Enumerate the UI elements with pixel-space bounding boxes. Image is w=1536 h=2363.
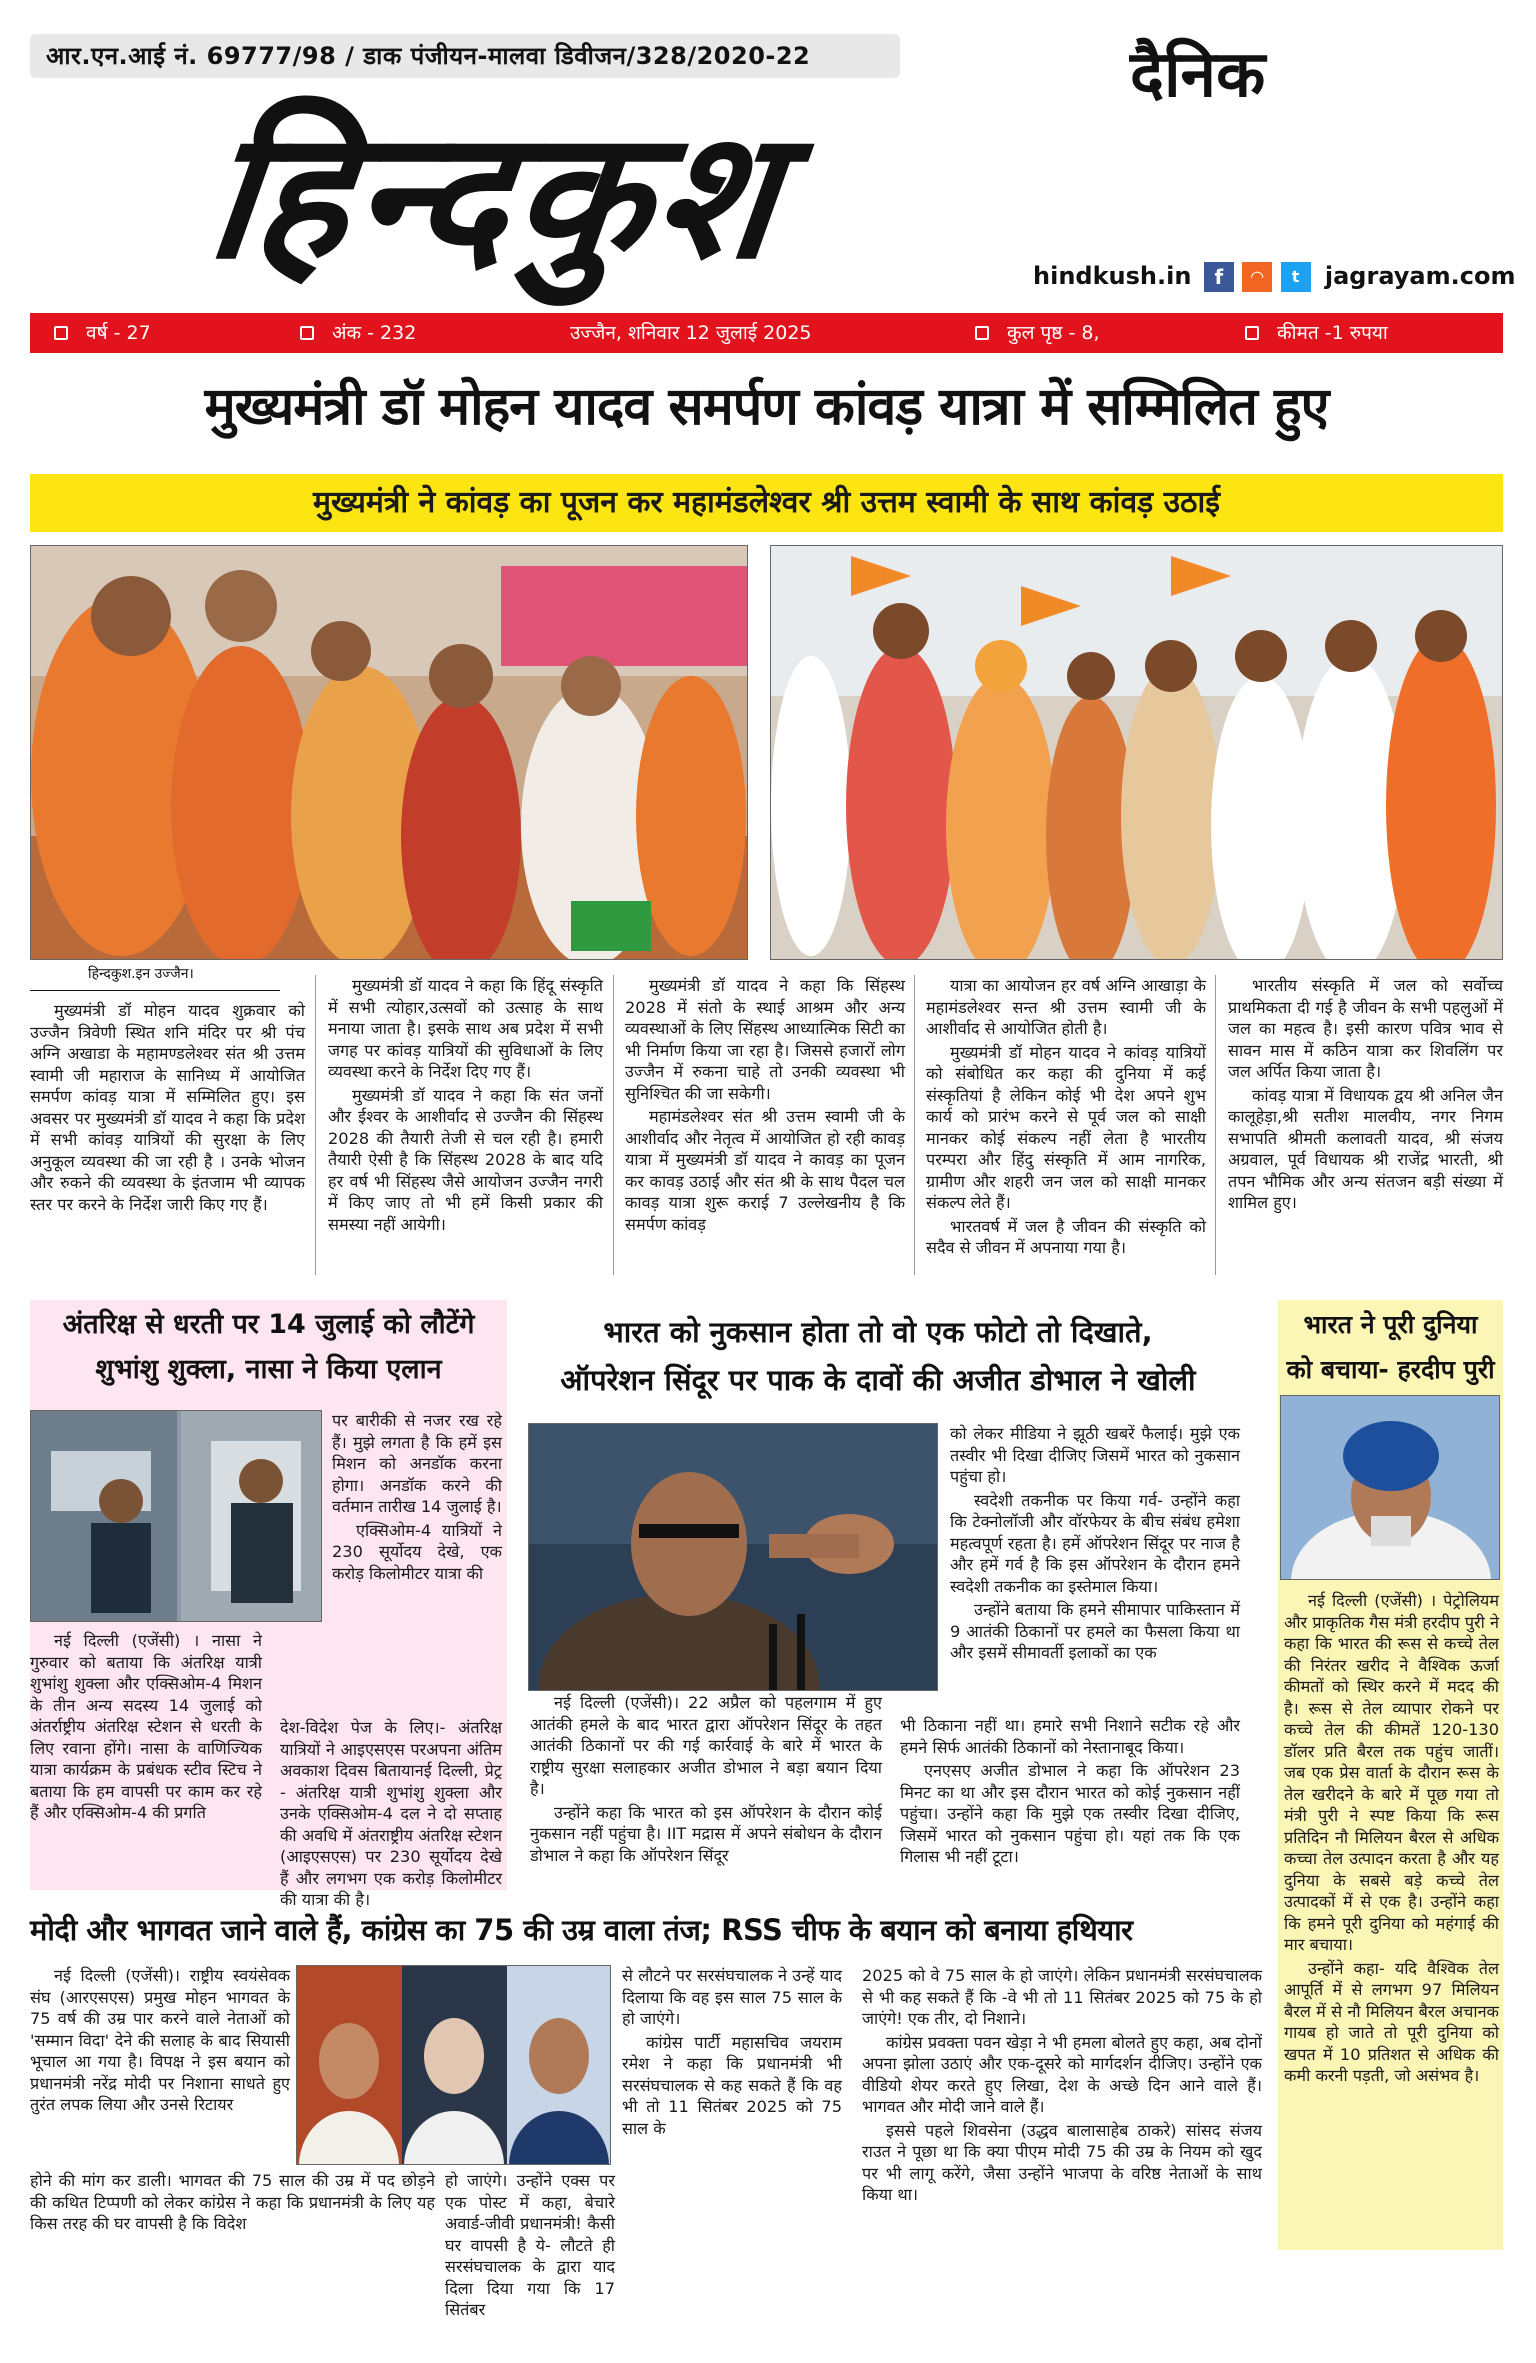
web-row [1033, 258, 1515, 294]
modi-col2-para: हो जाएंगे। उन्होंने एक्स पर एक पोस्ट में कहा, बेचारे अवार्ड-जीवी प्रधानमंत्री! कैसी घर वापसी है ये- लौटते ही सरसंघचालक के द्वारा याद दिला दिया गया कि 17 सितंबर [445, 2171, 615, 2319]
year-label: वर्ष - 27 [86, 322, 151, 344]
puri-photo-image [1281, 1396, 1500, 1580]
shubhanshu-lb-para: नई दिल्ली (एजेंसी) । नासा ने गुरुवार को बताया कि अंतरिक्ष यात्री शुभांशु शुक्ला और एक्सिओम-4 मिशन के तीन अन्य सदस्य 14 जुलाई को अंतर्राष्ट्रीय अंतरिक्ष स्टेशन से धरती के लिए रवाना होंगे। नासा के वाणिज्यिक यात्रा कार्यक्रम के प्रबंधक स्टीव स्टिच ने बताया कि हम वापसी पर काम कर रहे हैं और एक्सिओम-4 की प्रगति [30, 1631, 262, 1822]
checkbox-icon [54, 326, 68, 340]
registration-number: आर.एन.आई नं. 69777/98 / डाक पंजीयन-मालवा डिवीजन/328/2020-22 [46, 42, 811, 70]
shubhanshu-rt-para2: एक्सिओम-4 यात्रियों ने 230 सूर्योदय देखे, एक करोड़ किलोमीटर यात्रा की [332, 1520, 502, 1583]
puri-body [1284, 1590, 1499, 2089]
modi-photo-image [297, 1966, 611, 2165]
modi-headline: मोदी और भागवत जाने वाले हैं, कांग्रेस का 75 की उम्र वाला तंज; RSS चीफ के बयान को बनाया हथियार [30, 1913, 1133, 1947]
lead-col3-para1: मुख्यमंत्री डॉ यादव ने कहा कि सिंहस्थ 2028 में संतो के स्थाई आश्रम और अन्य व्यवस्थाओं के लिए सिंहस्थ आध्यात्मिक सिटी का भी निर्माण किया जा रहा है। जिससे हजारों लोग उज्जैन में रुकना चाहे तो उनकी व्यवस्था भी सुनिश्चित की जा सकेगी। [625, 976, 905, 1103]
registration-strip [30, 34, 900, 78]
puri-headline-2: को बचाया- हरदीप पुरी [1286, 1355, 1495, 1384]
doval-photo [528, 1423, 938, 1691]
doval-rt-para2: स्वदेशी तकनीक पर किया गर्व- उन्होंने कहा कि टेक्नोलॉजी और वॉरफेयर के बीच संबंध हमेशा महत्वपूर्ण रहता है। हमें ऑपरेशन सिंदूर पर नाज है और हमें गर्व है कि इस ऑपरेशन के दौरान हमने स्वदेशी तकनीक का इस्तेमाल किया। [950, 1490, 1240, 1596]
doval-right-bottom [900, 1715, 1240, 1870]
modi-photo [296, 1965, 611, 2165]
checkbox-icon [1245, 326, 1259, 340]
col-rule [1215, 975, 1216, 1275]
doval-right-top [950, 1423, 1240, 1666]
credit-underline [30, 990, 280, 991]
price-info [1245, 313, 1388, 353]
lead-col3-para2: महामंडलेश्वर संत श्री उत्तम स्वामी जी के आशीर्वाद और नेतृत्व में आयोजित हो रही कावड़ यात्रा में मुख्यमंत्री डॉ यादव ने कावड़ का पूजन कर कावड़ उठाई और संत श्री के साथ पैदल चल कावड़ यात्रा शुरू कराई 7 उल्लेखनीय है कि समर्पण कांवड़ [625, 1107, 905, 1234]
col-rule [914, 975, 915, 1275]
lead-photo-right [770, 545, 1503, 960]
modi-col4-para2: कांग्रेस प्रवक्ता पवन खेड़ा ने भी हमला बोलते हुए कहा, अब दोनों अपना झोला उठाएं और एक-दूसरे को मार्गदर्शन दीजिए। उन्होंने एक वीडियो शेयर करते हुए लिखा, देश के अच्छे दिन आने वाले हैं। भागवत और मोदी जाने वाले हैं। [862, 2032, 1262, 2116]
col-rule [613, 975, 614, 1275]
website-jagrayam[interactable]: jagrayam.com [1324, 262, 1516, 290]
lead-col5-para2: कांवड़ यात्रा में विधायक द्वय श्री अनिल जैन कालूहेड़ा,श्री सतीश मालवीय, नगर निगम सभापति श्रीमती कलावती यादव, श्री संजय अग्रवाल, पूर्व विधायक श्री राजेंद्र भारती, श्री तपन भौमिक और अन्य संतजन बड़ी संख्या में शामिल हुए। [1228, 1085, 1503, 1212]
shubhanshu-right-bottom [280, 1717, 502, 1913]
lead-photo-left-image [31, 546, 748, 960]
puri-photo [1280, 1395, 1500, 1580]
doval-headline-2: ऑपरेशन सिंदूर पर पाक के दावों की अजीत डोभाल ने खोली [560, 1363, 1196, 1397]
twitter-icon[interactable]: t [1281, 262, 1311, 292]
checkbox-icon [300, 326, 314, 340]
modi-col-1-bottom [30, 2170, 435, 2237]
lead-col2-para2: मुख्यमंत्री डॉ यादव ने कहा कि संत जनों और ईश्वर के आशीर्वाद से उज्जैन की सिंहस्थ 2028 की तैयारी तेजी से चल रही है। हमारी तैयारी ऐसी है कि सिंहस्थ 2028 के बाद यदि हर वर्ष भी सिंहस्थ जैसे आयोजन उज्जैन नगरी में किए जाए तो भी हमें किसी प्रकार की समस्या नहीं आयेगी। [328, 1085, 603, 1234]
issue-info [300, 313, 416, 353]
shubhanshu-rt-para1: पर बारीकी से नजर रख रहे हैं। मुझे लगता है कि हमें इस मिशन को अनडॉक करना होगा। अनडॉक करने की वर्तमान तारीख 14 जुलाई है। [332, 1411, 502, 1516]
doval-left-bottom [530, 1692, 882, 1868]
dainik-label: दैनिक [1130, 38, 1266, 112]
lead-col2-para1: मुख्यमंत्री डॉ यादव ने कहा कि हिंदू संस्कृति में सभी त्योहार,उत्सवों को उत्साह के साथ मनाया जाता है। इसके साथ अब प्रदेश में सभी जगह पर कांवड़ यात्रियों की सुविधाओं के लिए व्यवस्था करने के निर्देश दिए गए हैं। [328, 976, 603, 1081]
checkbox-icon [975, 326, 989, 340]
puri-headline-1: भारत ने पूरी दुनिया [1303, 1310, 1478, 1339]
modi-col4-para3: इससे पहले शिवसेना (उद्धव बालासाहेब ठाकरे) सांसद संजय राउत ने पूछा था कि क्या पीएम मोदी 75 की उम्र के नियम को खुद पर भी लागू करेंगे, जैसा उन्होंने भाजपा के वरिष्ठ नेताओं के साथ किया था। [862, 2120, 1262, 2204]
lead-col5-para1: भारतीय संस्कृति में जल को सर्वोच्च प्राथमिकता दी गई है जीवन के सभी पहलुओं में जल का महत्व है। इसी कारण पवित्र भाव से सावन मास में कठिन यात्रा कर शिवलिंग पर जल अर्पित किया जाता है। [1228, 976, 1503, 1081]
modi-col3-para1: से लौटने पर सरसंघचालक ने उन्हें याद दिलाया कि वह इस साल 75 साल के हो जाएंगे। [622, 1966, 842, 2028]
shubhanshu-right-top [332, 1410, 502, 1586]
puri-para2: उन्होंने कहा- यदि वैश्विक तेल आपूर्ति में से लगभग 97 मिलियन बैरल में से नौ मिलियन बैरल अचानक गायब हो जाते तो पूरी दुनिया को खपत में 10 प्रतिशत से अधिक की कमी करनी पड़ती, जो असंभव है। [1284, 1958, 1499, 2085]
modi-col4-para1: 2025 को वे 75 साल के हो जाएंगे। लेकिन प्रधानमंत्री सरसंघचालक से भी कह सकते हैं कि -वे भी तो 11 सितंबर 2025 को 75 के हो जाएंगे! एक तीर, दो निशाने। [862, 1966, 1262, 2028]
lead-col4-para2: मुख्यमंत्री डॉ मोहन यादव ने कांवड़ यात्रियों को संबोधित कर कहा की दुनिया में कई संस्कृतियां है लेकिन कोई भी देश अपने शुभ कार्य को प्रारंभ करने से पूर्व जल को साक्षी मानकर कोई संकल्प नहीं लेता है भारतीय परम्परा और हिंदु संस्कृति में आम नागरिक, ग्रामीण और शहरी जन जल को साक्षी मानकर संकल्प लेते हैं। [926, 1042, 1206, 1212]
doval-rb-para1: भी ठिकाना नहीं था। हमारे सभी निशाने सटीक रहे और हमने सिर्फ आतंकी ठिकानों को नेस्तानाबूद किया। [900, 1716, 1240, 1757]
puri-para1: नई दिल्ली (एजेंसी) । पेट्रोलियम और प्राकृतिक गैस मंत्री हरदीप पुरी ने कहा कि भारत की रूस से कच्चे तेल की निरंतर खरीद ने वैश्विक ऊर्जा कीमतों को स्थिर करने में मदद की है। रूस से तेल व्यापार रोकने पर कच्चे तेल की कीमतें 120-130 डॉलर प्रति बैरल तक पहुंच जातीं। जब एक प्रेस वार्ता के दौरान रूस के तेल खरीदने के बारे में पूछ गया तो मंत्री पुरी ने स्पष्ट किया कि रूस प्रतिदिन नौ मिलियन बैरल से अधिक कच्चा तेल उत्पादन करता है और यह दुनिया के सबसे बड़े कच्चे तेल उत्पादकों में से एक है। उन्होंने कहा कि हमने पूरी दुनिया को महंगाई की मार बचाया। [1284, 1591, 1499, 1954]
doval-photo-image [529, 1424, 938, 1691]
modi-col-1-top [30, 1965, 290, 2118]
lead-col-3 [625, 975, 905, 1237]
issue-label: अंक - 232 [332, 322, 417, 344]
date-label: उज्जैन, शनिवार 12 जुलाई 2025 [570, 322, 812, 344]
lead-subheadline: मुख्यमंत्री ने कांवड़ का पूजन कर महामंडलेश्वर श्री उत्तम स्वामी के साथ कांवड़ उठाई [313, 485, 1220, 520]
date-bar [30, 313, 1503, 353]
shubhanshu-headline-2: शुभांशु शुक्ला, नासा ने किया एलान [95, 1354, 442, 1385]
shubhanshu-photo [30, 1410, 322, 1622]
shubhanshu-headline-1: अंतरिक्ष से धरती पर 14 जुलाई को लौटेंगे [62, 1309, 475, 1340]
lead-col4-para3: भारतवर्ष में जल है जीवन की संस्कृति को सदैव से जीवन में अपनाया गया है। [926, 1216, 1206, 1257]
lead-col-5 [1228, 975, 1503, 1216]
modi-col-2 [445, 2170, 615, 2323]
shubhanshu-rb-para: देश-विदेश पेज के लिए।- अंतरिक्ष यात्रियों ने आइएसएस परअपना अंतिम अवकाश दिवस बितायानई दिल्ली, प्रेट्र - अंतरिक्ष यात्री शुभांशु शुक्ला और उनके एक्सिओम-4 दल ने दो सप्ताह की अवधि में अंतराष्ट्रीय अंतरिक्ष स्टेशन (आइएसएस) पर 230 सूर्योदय देखे हैं और लगभग एक करोड़ किलोमीटर की यात्रा की है। [280, 1718, 502, 1909]
pages-info [975, 313, 1100, 353]
lead-headline: मुख्यमंत्री डॉ मोहन यादव समर्पण कांवड़ यात्रा में सम्मिलित हुए [204, 377, 1329, 437]
lead-photo-right-image [771, 546, 1503, 960]
lead-col-4 [926, 975, 1206, 1261]
lead-subheadline-box [30, 474, 1503, 532]
rss-icon[interactable]: ◠ [1242, 262, 1272, 292]
facebook-icon[interactable]: f [1204, 262, 1234, 292]
doval-lb-para1: नई दिल्ली (एजेंसी)। 22 अप्रैल को पहलगाम में हुए आतंकी हमले के बाद भारत द्वारा ऑपरेशन सिंदूर के तहत आतंकी ठिकानों पर की गई कार्रवाई के बारे में भारत के राष्ट्रीय सुरक्षा सलाहकार अजीत डोभाल ने बड़ा बयान दिया है। [530, 1693, 882, 1798]
doval-lb-para2: उन्होंने कहा कि भारत को इस ऑपरेशन के दौरान कोई नुकसान नहीं पहुंचा है। IIT मद्रास में अपने संबोधन के दौरान डोभाल ने कहा कि ऑपरेशन सिंदूर [530, 1802, 882, 1865]
lead-col-2 [328, 975, 603, 1237]
modi-col1-para: नई दिल्ली (एजेंसी)। राष्ट्रीय स्वयंसेवक संघ (आरएसएस) प्रमुख मोहन भागवत के 75 वर्ष की उम्र पार करने वाले नेताओं को 'सम्मान विदा' देने की सलाह के बाद सियासी भूचाल आ गया है। विपक्ष ने इस बयान को प्रधानमंत्री नरेंद्र मोदी पर निशाना साधते हुए तुरंत लपक लिया और उनसे रिटायर [30, 1966, 290, 2114]
modi-col-3 [622, 1965, 842, 2141]
shubhanshu-photo-image [31, 1411, 322, 1622]
lead-col4-para1: यात्रा का आयोजन हर वर्ष अग्नि आखाड़ा के महामंडलेश्वर सन्त श्री उत्तम स्वामी जी के आशीर्वाद से आयोजित होती है। [926, 976, 1206, 1038]
col-rule [315, 975, 316, 1275]
shubhanshu-left-bottom [30, 1630, 262, 1826]
modi-col1-bottom-para: होने की मांग कर डाली। भागवत की 75 साल की उम्र में पद छोड़ने की कथित टिप्पणी को लेकर कांग्रेस ने कहा कि प्रधानमंत्री के लिए यह किस तरह की घर वापसी है कि विदेश [30, 2171, 435, 2233]
website-hindkush[interactable]: hindkush.in [1033, 262, 1192, 290]
pages-label: कुल पृष्ठ - 8, [1007, 322, 1100, 344]
doval-rt-para3: उन्होंने बताया कि हमने सीमापार पाकिस्तान में 9 आतंकी ठिकानों पर हमले का फैसला किया था और इसमें सीमावर्ती इलाकों का एक [950, 1600, 1240, 1662]
date-info [570, 313, 812, 353]
masthead-title: हिन्दकुश [199, 93, 793, 298]
lead-col1-para: मुख्यमंत्री डॉ मोहन यादव शुक्रवार को उज्जैन त्रिवेणी स्थित शनि मंदिर पर श्री पंच अग्नि अखाडा के महामण्डलेश्वर संत श्री उत्तम स्वामी जी महाराज के सानिध्य में आयोजित समर्पण कांवड़ यात्रा में सम्मिलित हुए। इस अवसर पर मुख्यमंत्री डॉ यादव ने कहा कि प्रदेश में सभी कांवड़ यात्रियों की सुरक्षा के लिए अनुकूल व्यवस्था की जा रही है । उनके भोजन और रुकने की व्यवस्था के इंतजाम भी व्यापक स्तर पर करने के निर्देश जारी किए गए हैं। [30, 1001, 305, 1214]
doval-rt-para1: को लेकर मीडिया ने झूठी खबरें फैलाई। मुझे एक तस्वीर भी दिखा दीजिए जिसमें भारत को नुकसान पहुंचा हो। [950, 1424, 1240, 1486]
lead-photo-credit: हिन्दकुश.इन उज्जैन। [88, 966, 194, 982]
lead-col-1 [30, 1000, 305, 1217]
modi-col-4 [862, 1965, 1262, 2208]
doval-rb-para2: एनएसए अजीत डोभाल ने कहा कि ऑपरेशन 23 मिनट का था और इस दौरान भारत को कोई नुकसान नहीं पहुंचा। उन्होंने कहा कि मुझे एक तस्वीर दिखा दीजिए, जिसमें भारत को नुकसान पहुंचा हो। यहां तक कि एक गिलास भी नहीं टूटा। [900, 1761, 1240, 1866]
doval-headline-1: भारत को नुकसान होता तो वो एक फोटो तो दिखाते, [603, 1315, 1153, 1349]
lead-photo-left [30, 545, 748, 960]
price-label: कीमत -1 रुपया [1277, 322, 1388, 344]
modi-col3-para2: कांग्रेस पार्टी महासचिव जयराम रमेश ने कहा कि प्रधानमंत्री भी सरसंघचालक से कह सकते हैं कि वह भी तो 11 सितंबर 2025 को 75 साल के [622, 2032, 842, 2138]
year-info [54, 313, 151, 353]
